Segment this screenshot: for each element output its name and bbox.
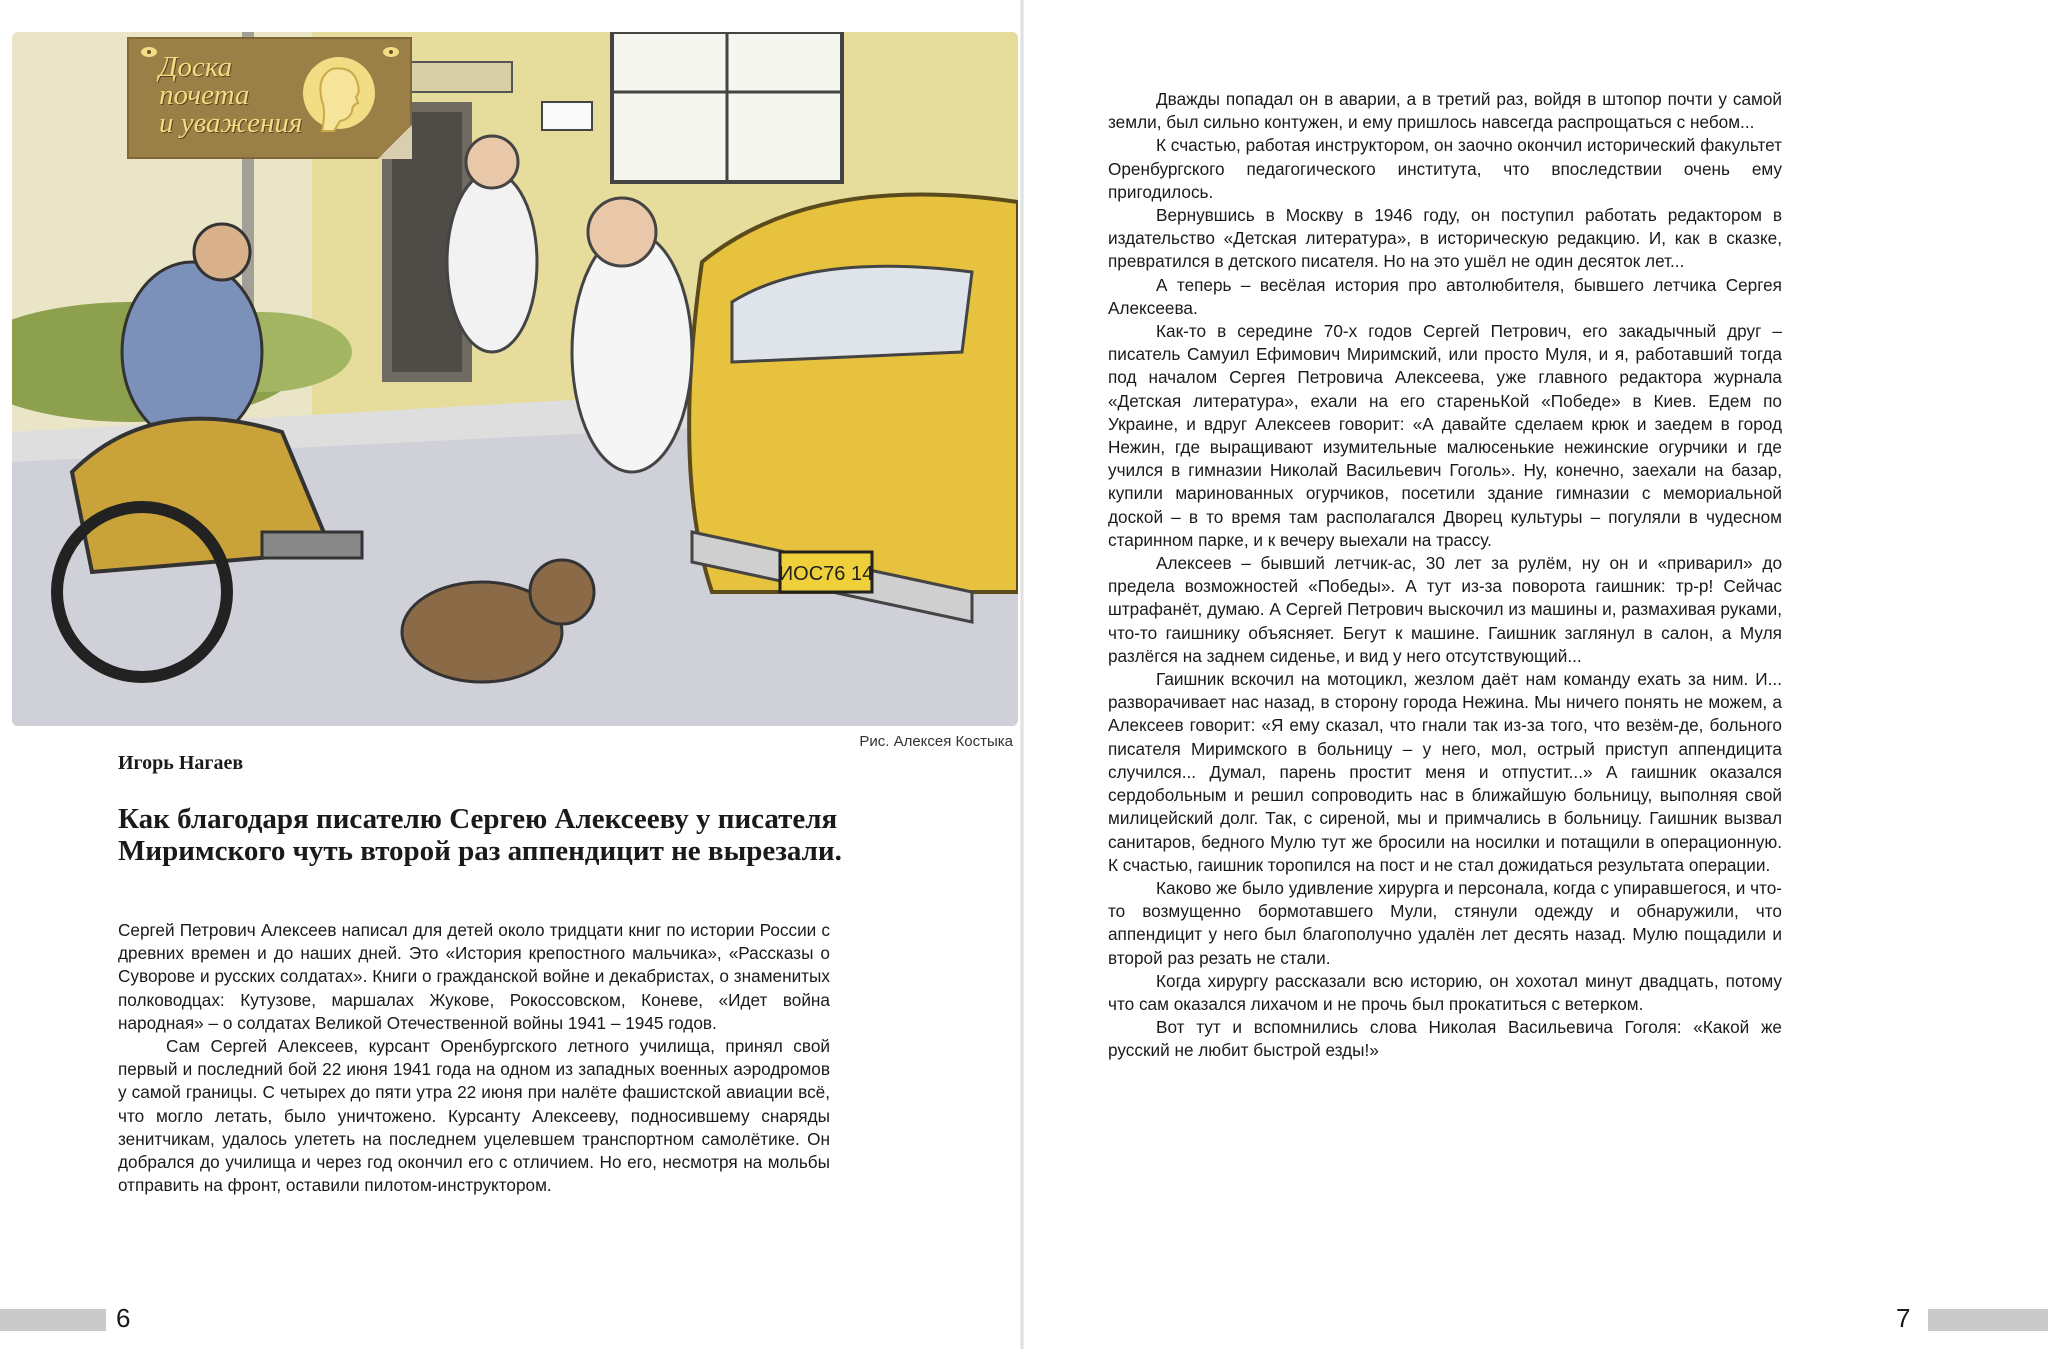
pin-icon — [141, 47, 157, 57]
honor-board-badge — [127, 37, 412, 159]
left-page — [0, 0, 1022, 1349]
right-column-text — [1108, 88, 1782, 1063]
paragraph: Как-то в середине 70-х годов Сергей Петрович, его закадычный друг – писатель Самуил Ефимович Миримский, или просто Муля, и я, работавший тогда под началом Сергея Петровича Алексеева, уже главного редактора журнала «Детская литература», ехали на его стареньКой «Победе» в Киев. Едем по Украине, и вдруг Алексеев говорит: «А давайте сделаем крюк и заедем в город Нежин, где выращивают изумительные малюсенькие нежинские огурчики и где учился в гимназии Николай Васильевич Гоголь». Ну, конечно, заехали на базар, купили маринованных огурчиков, посетили здание гимназии с мемориальной доской – в то время там располагался Дворец культуры – погуляли в чудесном старинном парке, и к вечеру выехали на трассу. — [1108, 321, 1782, 550]
paragraph: Каково же было удивление хирурга и персонала, когда с упиравшегося, и что-то возмущенно бормотавшего Мули, стянули одежду и обнаружили, что аппендицит у него был благополучно удалён лет десять назад. Мулю пощадили и второй раз резать не стали. — [1108, 877, 1782, 968]
page-number: 7 — [1896, 1303, 1911, 1333]
paragraph: Гаишник вскочил на мотоцикл, жезлом даёт нам команду ехать за ним. И... разворачивает нас назад, в сторону города Нежина. Мы ничего понять не можем, а Алексеев говорит: «Я ему сказал, что гнали так из-за того, что везём-де, больного писателя Миримского в больницу – у него, мол, острый приступ аппендицита случился... Думал, парень простит меня и отпустит...» А гаишник оказался сердобольным и решил сопроводить нас в ближайшую больницу, выполняя свой милицейский долг. Так, с сиреной, мы и примчались в больницу. Гаишник вызвал санитаров, бедного Мулю тут же бросили на носилки и потащили в операционную. К счастью, гаишник торопился на пост и не стал дожидаться результата операции. — [1108, 669, 1782, 875]
pin-icon — [383, 47, 399, 57]
page-number: 6 — [116, 1303, 131, 1333]
paragraph: К счастью, работая инструктором, он заочно окончил исторический факультет Оренбургского педагогического института, что впоследствии очень ему пригодилось. — [1108, 135, 1782, 202]
medic-figure — [572, 232, 692, 472]
paragraph: Вернувшись в Москву в 1946 году, он поступил работать редактором в издательство «Детская литература», в историческую редакцию. И, как в сказке, превратился в детского писателя. Но на это ушёл не один десяток лет... — [1108, 205, 1782, 272]
paragraph: Дважды попадал он в аварии, а в третий раз, войдя в штопор почти у самой земли, был сильно контужен, и ему пришлось навсегда распрощаться с небом... — [1108, 89, 1782, 133]
article-headline: Как благодаря писателю Сергею Алексееву у писателя Миримского чуть второй раз аппендицит не вырезали. — [118, 803, 842, 867]
paragraph: Сергей Петрович Алексеев написал для детей около тридцати книг по истории России с древних времен и до наших дней. Это «История крепостного мальчика», «Рассказы о Суворове и русских солдатах». Книги о гражданской войне и декабристах, о знаменитых полководцах: Кутузове, маршалах Жукове, Рокоссовском, Коневе, «Идет война народная» – о солдатах Великой Отечественной войны 1941 – 1945 годов. — [118, 920, 830, 1033]
paragraph: Вот тут и вспомнились слова Николая Васильевича Гоголя: «Какой же русский не любит быстрой езды!» — [1108, 1017, 1782, 1061]
medic-figure-back — [447, 172, 537, 352]
page-footer-bar — [0, 1309, 106, 1331]
page-footer-bar — [1928, 1309, 2048, 1331]
author-name: Игорь Нагаев — [118, 752, 244, 774]
yellow-car — [689, 195, 1018, 593]
plate-text: ИОС76 14 — [778, 563, 874, 585]
door-sign — [542, 102, 592, 130]
paragraph: Алексеев – бывший летчик-ас, 30 лет за рулём, ну он и «приварил» до предела возможностей «Победы». А тут из-за поворота гаишник: тр-р! Сейчас штрафанёт, думаю. А Сергей Петрович выскочил из машины и, размахивая руками, что-то гаишнику объясняет. Бегут к машине. Гаишник заглянул в салон, а Муля разлёгся на заднем сиденье, и вид у него отсутствующий... — [1108, 553, 1782, 666]
illustration-credit: Рис. Алексея Костыка — [859, 733, 1013, 750]
badge-title: Доска почета и уважения — [159, 51, 303, 139]
page-curl — [378, 125, 412, 159]
paragraph: А теперь – весёлая история про автолюбителя, бывшего летчика Сергея Алексеева. — [1108, 274, 1782, 318]
paragraph: Когда хирургу рассказали всю историю, он хохотал минут двадцать, потому что сам оказался лихачом и не прочь был прокатиться с ветерком. — [1108, 970, 1782, 1014]
profile-head-icon — [302, 51, 376, 135]
paragraph: Сам Сергей Алексеев, курсант Оренбургского летного училища, принял свой первый и последний бой 22 июня 1941 года на одном из западных военных аэродромов у самой границы. С четырех до пяти утра 22 июня при налёте фашистской авиации всё, что могло летать, было уничтожено. Курсанту Алексееву, подносившему снаряды зенитчикам, удалось улететь на последнем уцелевшем транспортном самолётике. Он добрался до училища и через год окончил его с отличием. Но его, несмотря на мольбы отправить на фронт, оставили пилотом-инструктором. — [118, 1036, 830, 1196]
policeman-figure — [122, 262, 262, 442]
left-column-text — [118, 919, 830, 1197]
